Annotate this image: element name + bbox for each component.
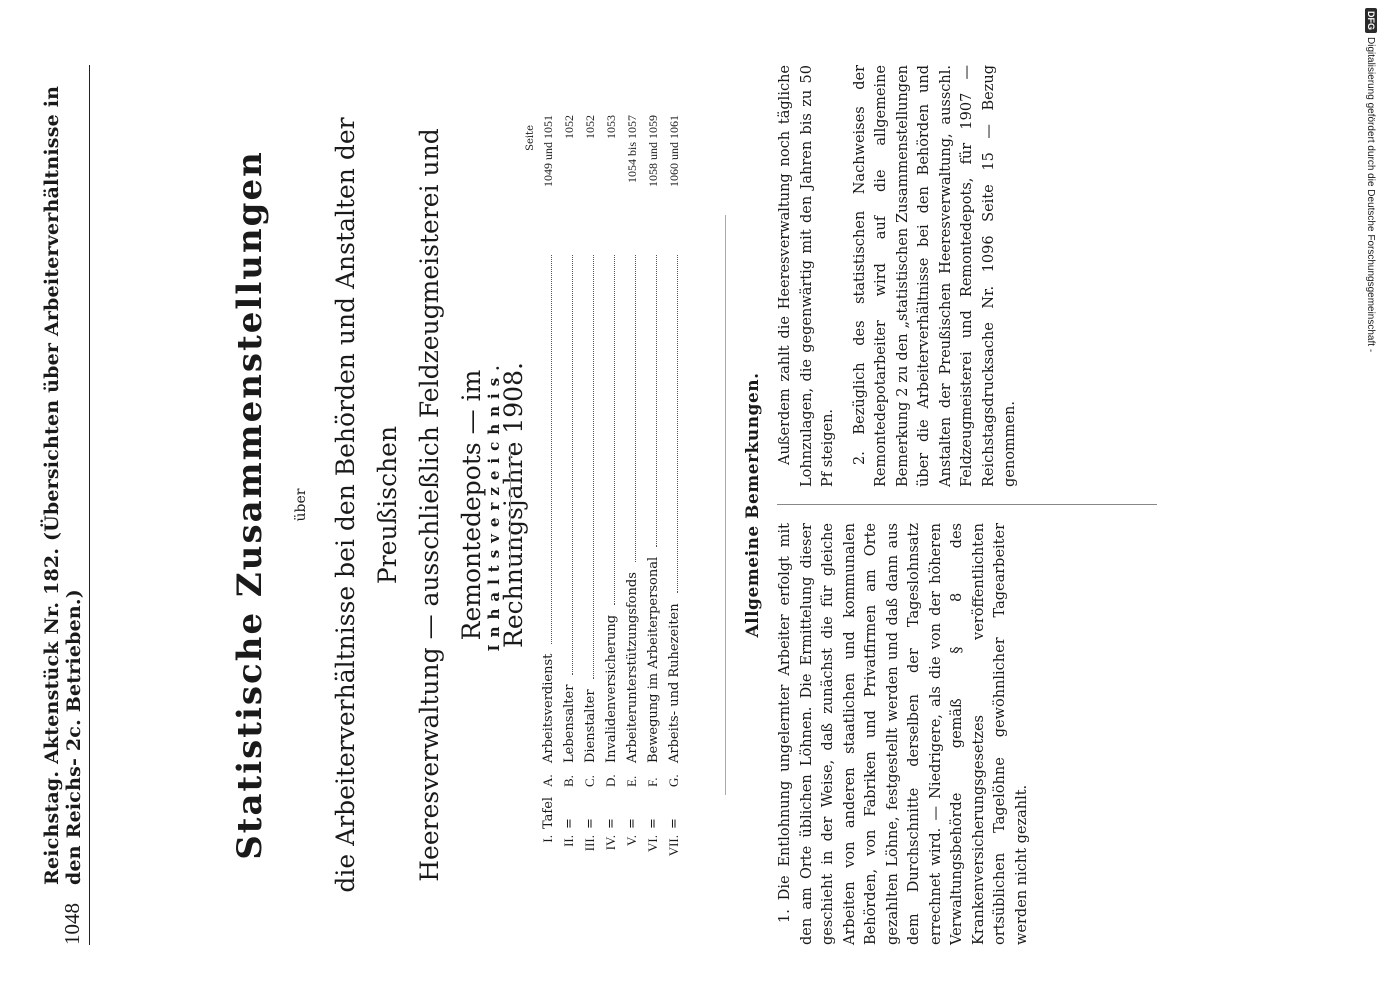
toc-row <box>666 115 687 875</box>
toc-row <box>582 115 603 875</box>
leader-dots <box>614 255 615 605</box>
toc-page-column-label: Seite <box>525 125 536 151</box>
leader-dots <box>572 255 573 675</box>
divider <box>510 445 511 565</box>
leader-dots <box>593 255 594 679</box>
title-connector: über <box>293 488 309 522</box>
toc-roman: V. <box>624 835 639 846</box>
toc-letter: E. <box>624 775 639 787</box>
toc-pages: 1052 <box>562 115 576 139</box>
toc-letter: C. <box>582 775 597 787</box>
toc-pages: 1052 <box>583 115 597 139</box>
toc-row <box>624 115 645 875</box>
column-divider <box>777 504 1157 505</box>
toc-row <box>603 115 624 875</box>
toc-entry-text: Arbeits- und Ruhezeiten <box>667 603 682 763</box>
toc-roman: I. <box>540 835 555 843</box>
credit-text: Digitalisierung gefördert durch die Deutsche Forschungsgemeinschaft - <box>1365 37 1377 353</box>
remark-paragraph: Außerdem zahlt die Heeresverwaltung noch tägliche Lohnzulagen, die gegenwärtig mit den Jahren bis zu 50 Pf steigen. <box>777 65 836 487</box>
toc-pages: 1058 und 1059 <box>646 115 660 187</box>
subtitle-line: Rechnungsjahre 1908. <box>499 362 528 648</box>
toc-letter: D. <box>603 774 618 787</box>
toc-row <box>540 115 561 875</box>
page-header <box>41 65 90 945</box>
toc-entry-text: Invalidenversicherung <box>604 614 619 763</box>
digitization-credit-strip <box>1361 8 1381 998</box>
leader-dots <box>635 255 636 562</box>
running-title: Reichstag. Aktenstück Nr. 182. (Übersichten über Arbeiterverhältnisse in den Reichs- 2c. Betrieben.) <box>41 85 85 885</box>
subtitle-line: die Arbeiterverhältnisse bei den Behörden und Anstalten der Preußischen <box>331 117 402 893</box>
table-of-contents <box>525 115 687 875</box>
document-title: Statistische Zusammenstellungen <box>230 150 270 860</box>
toc-entry-text: Arbeiterunterstützungsfonds <box>625 572 640 763</box>
remark-paragraph: 2. Bezüglich des statistischen Nachweises der Remontedepotarbeiter wird auf die allgemeine Bemerkung 2 zu den „statistischen Zusammenstellungen über die Arbeiterverhältnisse bei den Behörden und Anstalten der Preußischen Heeresverwaltung, ausschl. Feldzeugmeisterei und Remontedepots, für 1907 — Reichstagsdrucksache Nr. 1096 Seite 15 — Bezug genommen. <box>851 65 1018 487</box>
leader-dots <box>551 255 552 644</box>
toc-letter: G. <box>666 774 681 787</box>
toc-pages: 1054 bis 1057 <box>625 115 639 184</box>
toc-pages: 1049 und 1051 <box>541 115 555 187</box>
toc-tafel: = <box>604 818 619 829</box>
toc-letter: A. <box>540 774 555 787</box>
remarks-left-column <box>775 523 1043 945</box>
remarks-heading: Allgemeine Bemerkungen. <box>743 372 763 638</box>
subtitle-line: Heeresverwaltung — ausschließlich Feldzeugmeisterei und Remontedepots — im <box>415 128 486 882</box>
toc-letter: B. <box>561 775 576 787</box>
toc-tafel: = <box>646 818 661 829</box>
toc-tafel: = <box>562 818 577 829</box>
toc-tafel: = <box>667 818 682 829</box>
toc-roman: IV. <box>603 835 618 851</box>
toc-roman: VII. <box>666 835 681 857</box>
toc-tafel: Tafel <box>541 796 556 829</box>
divider <box>725 215 726 795</box>
document-subtitle <box>325 95 535 915</box>
document-page <box>41 65 1235 945</box>
toc-row <box>645 115 666 875</box>
toc-entry-text: Arbeitsverdienst <box>541 653 556 763</box>
dfg-logo-icon: DFG <box>1365 8 1377 33</box>
toc-entry-text: Dienstalter <box>583 689 598 763</box>
toc-entry-text: Bewegung im Arbeiterpersonal <box>646 556 661 763</box>
leader-dots <box>677 255 678 593</box>
toc-row <box>561 115 582 875</box>
toc-tafel: = <box>625 818 640 829</box>
toc-pages: 1060 und 1061 <box>667 115 681 187</box>
remarks-right-column <box>775 65 1032 487</box>
toc-tafel: = <box>583 818 598 829</box>
remark-paragraph: 1. Die Entlohnung ungelernter Arbeiter erfolgt mit den am Orte üblichen Löhnen. Die Ermittelung dieser geschieht in der Weise, daß zunächst die für gleiche Arbeiten von anderen staatlichen und kommunalen Behörden, von Fabriken und Privatfirmen am Orte gezahlten Löhne, festgestellt werden und daß dann aus dem Durchschnitte derselben der Tageslohnsatz errechnet wird. — Niedrigere, als die von der höheren Verwaltungsbehörde gemäß § 8 des Krankenversicherungsgesetzes veröffentlichten ortsüblichen Tagelöhne gewöhnlicher Tagearbeiter werden nicht gezahlt. <box>777 523 1030 945</box>
page-number: 1048 <box>60 903 84 945</box>
toc-roman: II. <box>561 835 576 847</box>
toc-roman: III. <box>582 835 597 852</box>
toc-letter: F. <box>645 777 660 787</box>
leader-dots <box>656 255 657 547</box>
toc-heading: Inhaltsverzeichnis. <box>485 358 503 652</box>
toc-pages: 1053 <box>604 115 618 139</box>
toc-entry-text: Lebensalter <box>562 684 577 763</box>
toc-roman: VI. <box>645 835 660 852</box>
